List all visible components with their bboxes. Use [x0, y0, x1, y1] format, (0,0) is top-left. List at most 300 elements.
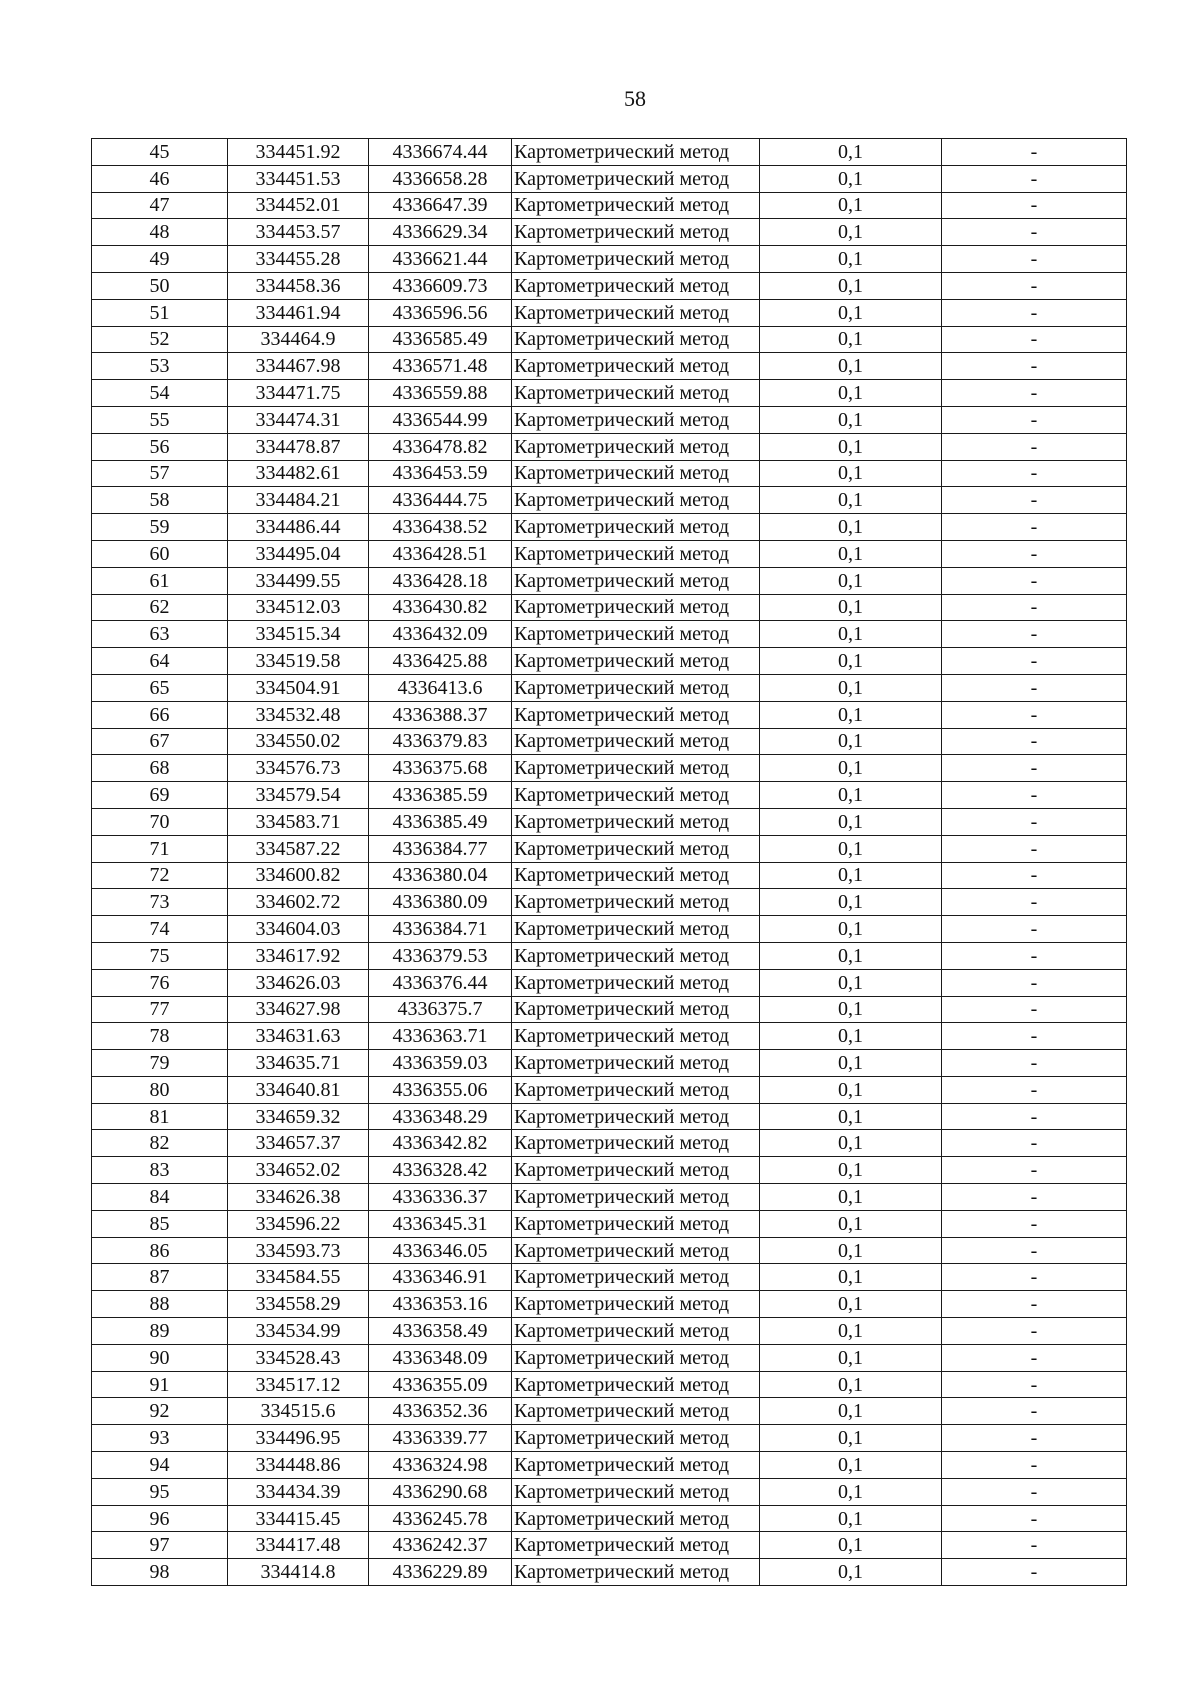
- x-coordinate-cell: 334627.98: [228, 996, 369, 1023]
- y-coordinate-cell: 4336375.68: [369, 755, 512, 782]
- accuracy-cell: 0,1: [760, 782, 942, 809]
- method-cell: Картометрический метод: [512, 1076, 760, 1103]
- x-coordinate-cell: 334434.39: [228, 1478, 369, 1505]
- y-coordinate-cell: 4336609.73: [369, 272, 512, 299]
- table-row: [92, 701, 1127, 728]
- description-cell: -: [942, 1291, 1127, 1318]
- x-coordinate-cell: 334626.38: [228, 1184, 369, 1211]
- point-number-cell: 55: [92, 406, 228, 433]
- y-coordinate-cell: 4336453.59: [369, 460, 512, 487]
- point-number-cell: 64: [92, 648, 228, 675]
- accuracy-cell: 0,1: [760, 594, 942, 621]
- y-coordinate-cell: 4336413.6: [369, 674, 512, 701]
- table-row: [92, 353, 1127, 380]
- x-coordinate-cell: 334482.61: [228, 460, 369, 487]
- point-number-cell: 62: [92, 594, 228, 621]
- method-cell: Картометрический метод: [512, 487, 760, 514]
- method-cell: Картометрический метод: [512, 782, 760, 809]
- accuracy-cell: 0,1: [760, 755, 942, 782]
- table-row: [92, 1398, 1127, 1425]
- method-cell: Картометрический метод: [512, 1425, 760, 1452]
- x-coordinate-cell: 334626.03: [228, 969, 369, 996]
- method-cell: Картометрический метод: [512, 594, 760, 621]
- description-cell: -: [942, 1050, 1127, 1077]
- x-coordinate-cell: 334596.22: [228, 1210, 369, 1237]
- table-row: [92, 808, 1127, 835]
- accuracy-cell: 0,1: [760, 1076, 942, 1103]
- point-number-cell: 66: [92, 701, 228, 728]
- table-row: [92, 299, 1127, 326]
- table-row: [92, 621, 1127, 648]
- point-number-cell: 80: [92, 1076, 228, 1103]
- y-coordinate-cell: 4336348.29: [369, 1103, 512, 1130]
- description-cell: -: [942, 808, 1127, 835]
- point-number-cell: 73: [92, 889, 228, 916]
- y-coordinate-cell: 4336621.44: [369, 246, 512, 273]
- x-coordinate-cell: 334486.44: [228, 514, 369, 541]
- description-cell: -: [942, 996, 1127, 1023]
- table-row: [92, 433, 1127, 460]
- x-coordinate-cell: 334657.37: [228, 1130, 369, 1157]
- x-coordinate-cell: 334640.81: [228, 1076, 369, 1103]
- table-row: [92, 139, 1127, 166]
- x-coordinate-cell: 334576.73: [228, 755, 369, 782]
- accuracy-cell: 0,1: [760, 889, 942, 916]
- y-coordinate-cell: 4336355.09: [369, 1371, 512, 1398]
- x-coordinate-cell: 334453.57: [228, 219, 369, 246]
- point-number-cell: 47: [92, 192, 228, 219]
- x-coordinate-cell: 334451.92: [228, 139, 369, 166]
- accuracy-cell: 0,1: [760, 246, 942, 273]
- method-cell: Картометрический метод: [512, 1237, 760, 1264]
- x-coordinate-cell: 334504.91: [228, 674, 369, 701]
- table-row: [92, 1237, 1127, 1264]
- y-coordinate-cell: 4336384.71: [369, 916, 512, 943]
- accuracy-cell: 0,1: [760, 835, 942, 862]
- accuracy-cell: 0,1: [760, 487, 942, 514]
- description-cell: -: [942, 782, 1127, 809]
- table-row: [92, 889, 1127, 916]
- table-row: [92, 674, 1127, 701]
- y-coordinate-cell: 4336242.37: [369, 1532, 512, 1559]
- description-cell: -: [942, 594, 1127, 621]
- table-row: [92, 1452, 1127, 1479]
- table-row: [92, 862, 1127, 889]
- x-coordinate-cell: 334471.75: [228, 380, 369, 407]
- accuracy-cell: 0,1: [760, 192, 942, 219]
- point-number-cell: 91: [92, 1371, 228, 1398]
- description-cell: -: [942, 755, 1127, 782]
- y-coordinate-cell: 4336375.7: [369, 996, 512, 1023]
- table-row: [92, 1210, 1127, 1237]
- accuracy-cell: 0,1: [760, 1452, 942, 1479]
- x-coordinate-cell: 334659.32: [228, 1103, 369, 1130]
- table-row: [92, 460, 1127, 487]
- description-cell: -: [942, 299, 1127, 326]
- point-number-cell: 48: [92, 219, 228, 246]
- accuracy-cell: 0,1: [760, 648, 942, 675]
- method-cell: Картометрический метод: [512, 272, 760, 299]
- x-coordinate-cell: 334414.8: [228, 1559, 369, 1586]
- table-row: [92, 916, 1127, 943]
- x-coordinate-cell: 334532.48: [228, 701, 369, 728]
- table-row: [92, 835, 1127, 862]
- description-cell: -: [942, 406, 1127, 433]
- table-row: [92, 594, 1127, 621]
- x-coordinate-cell: 334558.29: [228, 1291, 369, 1318]
- y-coordinate-cell: 4336355.06: [369, 1076, 512, 1103]
- table-row: [92, 514, 1127, 541]
- method-cell: Картометрический метод: [512, 567, 760, 594]
- y-coordinate-cell: 4336658.28: [369, 165, 512, 192]
- accuracy-cell: 0,1: [760, 380, 942, 407]
- accuracy-cell: 0,1: [760, 219, 942, 246]
- y-coordinate-cell: 4336425.88: [369, 648, 512, 675]
- method-cell: Картометрический метод: [512, 1532, 760, 1559]
- point-number-cell: 58: [92, 487, 228, 514]
- description-cell: -: [942, 674, 1127, 701]
- description-cell: -: [942, 916, 1127, 943]
- table-row: [92, 406, 1127, 433]
- point-number-cell: 71: [92, 835, 228, 862]
- description-cell: -: [942, 192, 1127, 219]
- x-coordinate-cell: 334528.43: [228, 1344, 369, 1371]
- x-coordinate-cell: 334602.72: [228, 889, 369, 916]
- description-cell: -: [942, 1076, 1127, 1103]
- point-number-cell: 90: [92, 1344, 228, 1371]
- description-cell: -: [942, 1559, 1127, 1586]
- description-cell: -: [942, 433, 1127, 460]
- page-number: 58: [624, 86, 646, 111]
- method-cell: Картометрический метод: [512, 835, 760, 862]
- description-cell: -: [942, 326, 1127, 353]
- method-cell: Картометрический метод: [512, 1157, 760, 1184]
- accuracy-cell: 0,1: [760, 460, 942, 487]
- accuracy-cell: 0,1: [760, 540, 942, 567]
- description-cell: -: [942, 1023, 1127, 1050]
- x-coordinate-cell: 334417.48: [228, 1532, 369, 1559]
- x-coordinate-cell: 334496.95: [228, 1425, 369, 1452]
- point-number-cell: 78: [92, 1023, 228, 1050]
- point-number-cell: 74: [92, 916, 228, 943]
- description-cell: -: [942, 272, 1127, 299]
- point-number-cell: 75: [92, 942, 228, 969]
- x-coordinate-cell: 334515.34: [228, 621, 369, 648]
- accuracy-cell: 0,1: [760, 674, 942, 701]
- accuracy-cell: 0,1: [760, 1559, 942, 1586]
- accuracy-cell: 0,1: [760, 1237, 942, 1264]
- y-coordinate-cell: 4336380.09: [369, 889, 512, 916]
- y-coordinate-cell: 4336324.98: [369, 1452, 512, 1479]
- method-cell: Картометрический метод: [512, 942, 760, 969]
- description-cell: -: [942, 862, 1127, 889]
- method-cell: Картометрический метод: [512, 1318, 760, 1345]
- method-cell: Картометрический метод: [512, 862, 760, 889]
- point-number-cell: 67: [92, 728, 228, 755]
- method-cell: Картометрический метод: [512, 433, 760, 460]
- table-row: [92, 996, 1127, 1023]
- table-row: [92, 1505, 1127, 1532]
- point-number-cell: 63: [92, 621, 228, 648]
- table-row: [92, 942, 1127, 969]
- method-cell: Картометрический метод: [512, 165, 760, 192]
- point-number-cell: 52: [92, 326, 228, 353]
- x-coordinate-cell: 334474.31: [228, 406, 369, 433]
- table-row: [92, 326, 1127, 353]
- y-coordinate-cell: 4336245.78: [369, 1505, 512, 1532]
- x-coordinate-cell: 334534.99: [228, 1318, 369, 1345]
- point-number-cell: 69: [92, 782, 228, 809]
- table-row: [92, 782, 1127, 809]
- table-row: [92, 648, 1127, 675]
- method-cell: Картометрический метод: [512, 621, 760, 648]
- table-row: [92, 219, 1127, 246]
- point-number-cell: 81: [92, 1103, 228, 1130]
- y-coordinate-cell: 4336444.75: [369, 487, 512, 514]
- method-cell: Картометрический метод: [512, 299, 760, 326]
- accuracy-cell: 0,1: [760, 1318, 942, 1345]
- method-cell: Картометрический метод: [512, 674, 760, 701]
- point-number-cell: 98: [92, 1559, 228, 1586]
- description-cell: -: [942, 246, 1127, 273]
- accuracy-cell: 0,1: [760, 1157, 942, 1184]
- method-cell: Картометрический метод: [512, 1103, 760, 1130]
- method-cell: Картометрический метод: [512, 192, 760, 219]
- x-coordinate-cell: 334600.82: [228, 862, 369, 889]
- method-cell: Картометрический метод: [512, 1184, 760, 1211]
- y-coordinate-cell: 4336352.36: [369, 1398, 512, 1425]
- description-cell: -: [942, 1237, 1127, 1264]
- x-coordinate-cell: 334587.22: [228, 835, 369, 862]
- description-cell: -: [942, 1478, 1127, 1505]
- point-number-cell: 72: [92, 862, 228, 889]
- point-number-cell: 87: [92, 1264, 228, 1291]
- method-cell: Картометрический метод: [512, 219, 760, 246]
- accuracy-cell: 0,1: [760, 862, 942, 889]
- description-cell: -: [942, 353, 1127, 380]
- accuracy-cell: 0,1: [760, 1130, 942, 1157]
- method-cell: Картометрический метод: [512, 808, 760, 835]
- description-cell: -: [942, 889, 1127, 916]
- point-number-cell: 84: [92, 1184, 228, 1211]
- method-cell: Картометрический метод: [512, 755, 760, 782]
- y-coordinate-cell: 4336348.09: [369, 1344, 512, 1371]
- table-row: [92, 1425, 1127, 1452]
- x-coordinate-cell: 334593.73: [228, 1237, 369, 1264]
- method-cell: Картометрический метод: [512, 648, 760, 675]
- y-coordinate-cell: 4336376.44: [369, 969, 512, 996]
- method-cell: Картометрический метод: [512, 1264, 760, 1291]
- x-coordinate-cell: 334495.04: [228, 540, 369, 567]
- table-row: [92, 1023, 1127, 1050]
- coordinates-table: [91, 138, 1127, 1586]
- table-row: [92, 1291, 1127, 1318]
- x-coordinate-cell: 334464.9: [228, 326, 369, 353]
- description-cell: -: [942, 1532, 1127, 1559]
- method-cell: Картометрический метод: [512, 969, 760, 996]
- description-cell: -: [942, 139, 1127, 166]
- accuracy-cell: 0,1: [760, 433, 942, 460]
- x-coordinate-cell: 334478.87: [228, 433, 369, 460]
- accuracy-cell: 0,1: [760, 1532, 942, 1559]
- method-cell: Картометрический метод: [512, 1023, 760, 1050]
- description-cell: -: [942, 1425, 1127, 1452]
- method-cell: Картометрический метод: [512, 1371, 760, 1398]
- point-number-cell: 94: [92, 1452, 228, 1479]
- y-coordinate-cell: 4336363.71: [369, 1023, 512, 1050]
- description-cell: -: [942, 1103, 1127, 1130]
- method-cell: Картометрический метод: [512, 728, 760, 755]
- method-cell: Картометрический метод: [512, 1452, 760, 1479]
- table-row: [92, 192, 1127, 219]
- x-coordinate-cell: 334448.86: [228, 1452, 369, 1479]
- y-coordinate-cell: 4336346.91: [369, 1264, 512, 1291]
- y-coordinate-cell: 4336342.82: [369, 1130, 512, 1157]
- method-cell: Картометрический метод: [512, 246, 760, 273]
- accuracy-cell: 0,1: [760, 139, 942, 166]
- accuracy-cell: 0,1: [760, 1210, 942, 1237]
- point-number-cell: 70: [92, 808, 228, 835]
- point-number-cell: 93: [92, 1425, 228, 1452]
- y-coordinate-cell: 4336358.49: [369, 1318, 512, 1345]
- accuracy-cell: 0,1: [760, 1264, 942, 1291]
- point-number-cell: 76: [92, 969, 228, 996]
- y-coordinate-cell: 4336336.37: [369, 1184, 512, 1211]
- table-row: [92, 567, 1127, 594]
- method-cell: Картометрический метод: [512, 460, 760, 487]
- method-cell: Картометрический метод: [512, 701, 760, 728]
- coordinates-table-body: [92, 139, 1127, 1586]
- point-number-cell: 65: [92, 674, 228, 701]
- x-coordinate-cell: 334515.6: [228, 1398, 369, 1425]
- accuracy-cell: 0,1: [760, 728, 942, 755]
- table-row: [92, 728, 1127, 755]
- point-number-cell: 95: [92, 1478, 228, 1505]
- x-coordinate-cell: 334550.02: [228, 728, 369, 755]
- x-coordinate-cell: 334467.98: [228, 353, 369, 380]
- y-coordinate-cell: 4336430.82: [369, 594, 512, 621]
- y-coordinate-cell: 4336290.68: [369, 1478, 512, 1505]
- point-number-cell: 45: [92, 139, 228, 166]
- y-coordinate-cell: 4336629.34: [369, 219, 512, 246]
- method-cell: Картометрический метод: [512, 1050, 760, 1077]
- description-cell: -: [942, 514, 1127, 541]
- y-coordinate-cell: 4336339.77: [369, 1425, 512, 1452]
- y-coordinate-cell: 4336647.39: [369, 192, 512, 219]
- accuracy-cell: 0,1: [760, 1398, 942, 1425]
- table-row: [92, 380, 1127, 407]
- y-coordinate-cell: 4336359.03: [369, 1050, 512, 1077]
- method-cell: Картометрический метод: [512, 1398, 760, 1425]
- description-cell: -: [942, 165, 1127, 192]
- point-number-cell: 49: [92, 246, 228, 273]
- description-cell: -: [942, 1264, 1127, 1291]
- accuracy-cell: 0,1: [760, 996, 942, 1023]
- y-coordinate-cell: 4336559.88: [369, 380, 512, 407]
- table-row: [92, 1344, 1127, 1371]
- accuracy-cell: 0,1: [760, 165, 942, 192]
- x-coordinate-cell: 334617.92: [228, 942, 369, 969]
- accuracy-cell: 0,1: [760, 1023, 942, 1050]
- table-row: [92, 1318, 1127, 1345]
- x-coordinate-cell: 334519.58: [228, 648, 369, 675]
- x-coordinate-cell: 334635.71: [228, 1050, 369, 1077]
- y-coordinate-cell: 4336346.05: [369, 1237, 512, 1264]
- description-cell: -: [942, 219, 1127, 246]
- table-row: [92, 755, 1127, 782]
- y-coordinate-cell: 4336428.51: [369, 540, 512, 567]
- x-coordinate-cell: 334452.01: [228, 192, 369, 219]
- accuracy-cell: 0,1: [760, 406, 942, 433]
- x-coordinate-cell: 334652.02: [228, 1157, 369, 1184]
- y-coordinate-cell: 4336379.83: [369, 728, 512, 755]
- table-row: [92, 540, 1127, 567]
- accuracy-cell: 0,1: [760, 1103, 942, 1130]
- x-coordinate-cell: 334517.12: [228, 1371, 369, 1398]
- point-number-cell: 60: [92, 540, 228, 567]
- point-number-cell: 53: [92, 353, 228, 380]
- method-cell: Картометрический метод: [512, 353, 760, 380]
- point-number-cell: 97: [92, 1532, 228, 1559]
- x-coordinate-cell: 334604.03: [228, 916, 369, 943]
- y-coordinate-cell: 4336385.59: [369, 782, 512, 809]
- description-cell: -: [942, 380, 1127, 407]
- x-coordinate-cell: 334631.63: [228, 1023, 369, 1050]
- accuracy-cell: 0,1: [760, 916, 942, 943]
- x-coordinate-cell: 334484.21: [228, 487, 369, 514]
- method-cell: Картометрический метод: [512, 406, 760, 433]
- y-coordinate-cell: 4336385.49: [369, 808, 512, 835]
- method-cell: Картометрический метод: [512, 1130, 760, 1157]
- method-cell: Картометрический метод: [512, 1344, 760, 1371]
- method-cell: Картометрический метод: [512, 139, 760, 166]
- y-coordinate-cell: 4336380.04: [369, 862, 512, 889]
- table-row: [92, 246, 1127, 273]
- description-cell: -: [942, 621, 1127, 648]
- y-coordinate-cell: 4336353.16: [369, 1291, 512, 1318]
- description-cell: -: [942, 1210, 1127, 1237]
- table-row: [92, 1532, 1127, 1559]
- accuracy-cell: 0,1: [760, 1371, 942, 1398]
- description-cell: -: [942, 648, 1127, 675]
- accuracy-cell: 0,1: [760, 353, 942, 380]
- accuracy-cell: 0,1: [760, 1050, 942, 1077]
- table-row: [92, 1478, 1127, 1505]
- table-row: [92, 487, 1127, 514]
- y-coordinate-cell: 4336596.56: [369, 299, 512, 326]
- accuracy-cell: 0,1: [760, 514, 942, 541]
- description-cell: -: [942, 835, 1127, 862]
- accuracy-cell: 0,1: [760, 299, 942, 326]
- point-number-cell: 82: [92, 1130, 228, 1157]
- y-coordinate-cell: 4336384.77: [369, 835, 512, 862]
- point-number-cell: 85: [92, 1210, 228, 1237]
- method-cell: Картометрический метод: [512, 1505, 760, 1532]
- accuracy-cell: 0,1: [760, 1425, 942, 1452]
- x-coordinate-cell: 334499.55: [228, 567, 369, 594]
- point-number-cell: 83: [92, 1157, 228, 1184]
- table-row: [92, 1559, 1127, 1586]
- point-number-cell: 79: [92, 1050, 228, 1077]
- table-row: [92, 272, 1127, 299]
- table-row: [92, 969, 1127, 996]
- method-cell: Картометрический метод: [512, 514, 760, 541]
- y-coordinate-cell: 4336379.53: [369, 942, 512, 969]
- x-coordinate-cell: 334451.53: [228, 165, 369, 192]
- method-cell: Картометрический метод: [512, 889, 760, 916]
- method-cell: Картометрический метод: [512, 1210, 760, 1237]
- description-cell: -: [942, 460, 1127, 487]
